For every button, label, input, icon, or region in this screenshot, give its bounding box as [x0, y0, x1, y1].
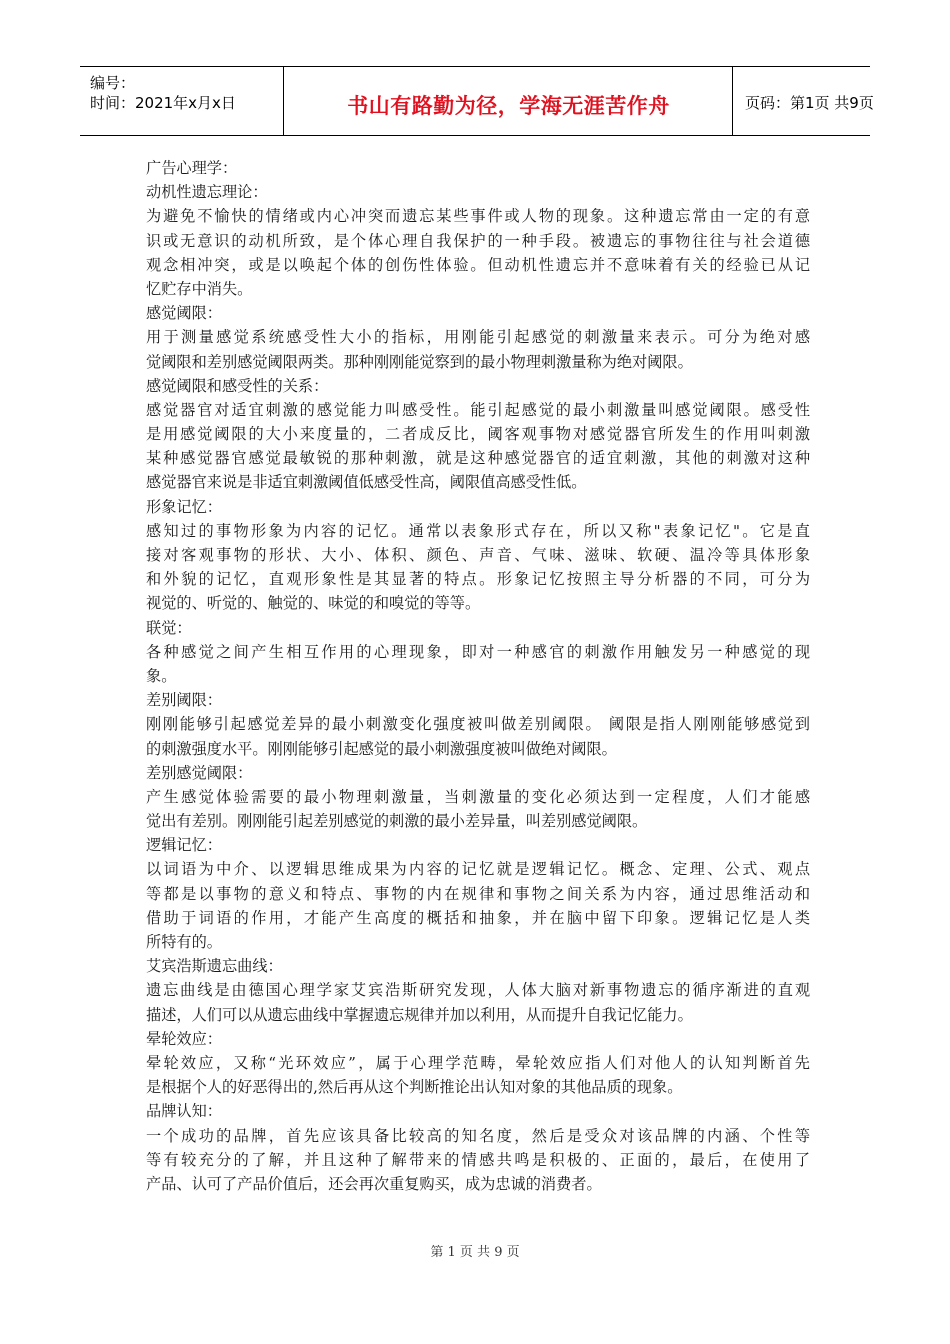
text-line: 广告心理学： [146, 159, 238, 177]
text-line: 产品、认可了产品价值后，还会再次重复购买，成为忠诚的消费者。 [146, 1174, 602, 1193]
text-line: 感觉器官来说是非适宜刺激阈值低感受性高，阈限值高感受性低。 [146, 473, 587, 492]
text-line: 所特有的。 [146, 933, 222, 951]
text-line: 刚刚能够引起感觉差异的最小刺激变化强度被叫做差别阈限。 阈限是指人刚刚能够感觉到 [146, 715, 810, 734]
text-line: 某种感觉器官感觉最敏锐的那种刺激，就是这种感觉器官的适宜刺激，其他的刺激对这种 [146, 449, 810, 468]
text-line: 视觉的、听觉的、触觉的、味觉的和嗅觉的等等。 [146, 594, 481, 613]
header-page-cell [733, 67, 874, 135]
text-line: 借助于词语的作用，才能产生高度的概括和抽象，并在脑中留下印象。逻辑记忆是人类 [146, 908, 810, 927]
header-motto-cell [284, 67, 733, 135]
text-line: 感觉器官对适宜刺激的感觉能力叫感受性。能引起感觉的最小刺激量叫感觉阈限。感受性 [146, 400, 810, 419]
text-line: 差别感觉阈限： [146, 763, 253, 782]
text-line: 等有较充分的了解，并且这种了解带来的情感共鸣是积极的、正面的，最后，在使用了 [146, 1150, 810, 1169]
text-line: 为避免不愉快的情绪或内心冲突而遗忘某些事件或人物的现象。这种遗忘常由一定的有意 [146, 207, 810, 226]
text-line: 和外貌的记忆，直观形象性是其显著的特点。形象记忆按照主导分析器的不同，可分为 [146, 570, 810, 589]
header-page-info: 页码：第1页 共9页 [745, 94, 874, 112]
text-line: 识或无意识的动机所致，是个体心理自我保护的一种手段。被遗忘的事物往往与社会道德 [146, 231, 810, 250]
text-line: 逻辑记忆： [146, 836, 222, 855]
text-line: 观念相冲突，或是以唤起个体的创伤性体验。但动机性遗忘并不意味着有关的经验已从记 [146, 255, 810, 274]
document-number-label: 编号： [90, 74, 136, 92]
text-line: 觉阈限和差别感觉阈限两类。那种刚刚能觉察到的最小物理刺激量称为绝对阈限。 [146, 352, 693, 371]
text-line: 感觉阈限和感受性的关系： [146, 376, 329, 395]
text-line: 遗忘曲线是由德国心理学家艾宾浩斯研究发现，人体大脑对新事物遗忘的循序渐进的直观 [146, 981, 810, 1000]
text-line: 一个成功的品牌，首先应该具备比较高的知名度，然后是受众对该品牌的内涵、个性等 [146, 1126, 810, 1145]
text-line: 描述，人们可以从遗忘曲线中掌握遗忘规律并加以利用，从而提升自我记忆能力。 [146, 1005, 693, 1024]
text-line: 等都是以事物的意义和特点、事物的内在规律和事物之间关系为内容，通过思维活动和 [146, 884, 810, 903]
text-line: 以词语为中介、以逻辑思维成果为内容的记忆就是逻辑记忆。概念、定理、公式、观点 [146, 860, 810, 879]
header-meta-cell [80, 67, 284, 135]
text-line: 晕轮效应，又称“光环效应”，属于心理学范畴，晕轮效应指人们对他人的认知判断首先 [146, 1053, 810, 1072]
text-line: 接对客观事物的形状、大小、体积、颜色、声音、气味、滋味、软硬、温冷等具体形象 [146, 546, 810, 564]
text-line: 象。 [146, 666, 177, 685]
text-line: 用于测量感觉系统感受性大小的指标，用刚能引起感觉的刺激量来表示。可分为绝对感 [146, 328, 810, 347]
text-line: 差别阈限： [146, 691, 222, 710]
page-header [80, 66, 874, 136]
text-line: 形象记忆： [146, 497, 222, 516]
header-motto: 书山有路勤为径，学海无涯苦作舟 [347, 94, 670, 118]
text-line: 忆贮存中消失。 [146, 279, 253, 298]
text-line: 艾宾浩斯遗忘曲线： [146, 957, 283, 976]
text-line: 觉出有差别。刚刚能引起差别感觉的刺激的最小差异量，叫差别感觉阈限。 [146, 812, 648, 831]
text-line: 产生感觉体验需要的最小物理刺激量，当刺激量的变化必须达到一定程度，人们才能感 [146, 787, 810, 806]
text-line: 联觉： [146, 618, 192, 637]
text-line: 的刺激强度水平。刚刚能够引起感觉的最小刺激强度被叫做绝对阈限。 [146, 739, 617, 758]
page-footer: 第 1 页 共 9 页 [430, 1245, 520, 1260]
text-line: 是根据个人的好恶得出的,然后再从这个判断推论出认知对象的其他品质的现象。 [146, 1078, 683, 1097]
text-line: 感知过的事物形象为内容的记忆。通常以表象形式存在，所以又称"表象记忆"。它是直 [146, 521, 810, 540]
document-body [146, 156, 810, 1196]
text-line: 感觉阈限： [146, 304, 222, 323]
document-date-label: 时间：2021年x月x日 [90, 94, 236, 112]
text-line: 晕轮效应： [146, 1029, 222, 1048]
text-line: 品牌认知： [146, 1102, 222, 1121]
text-line: 各种感觉之间产生相互作用的心理现象，即对一种感官的刺激作用触发另一种感觉的现 [146, 642, 810, 661]
text-line: 动机性遗忘理论： [146, 183, 268, 202]
text-line: 是用感觉阈限的大小来度量的，二者成反比，阈客观事物对感觉器官所发生的作用叫刺激 [146, 425, 810, 444]
